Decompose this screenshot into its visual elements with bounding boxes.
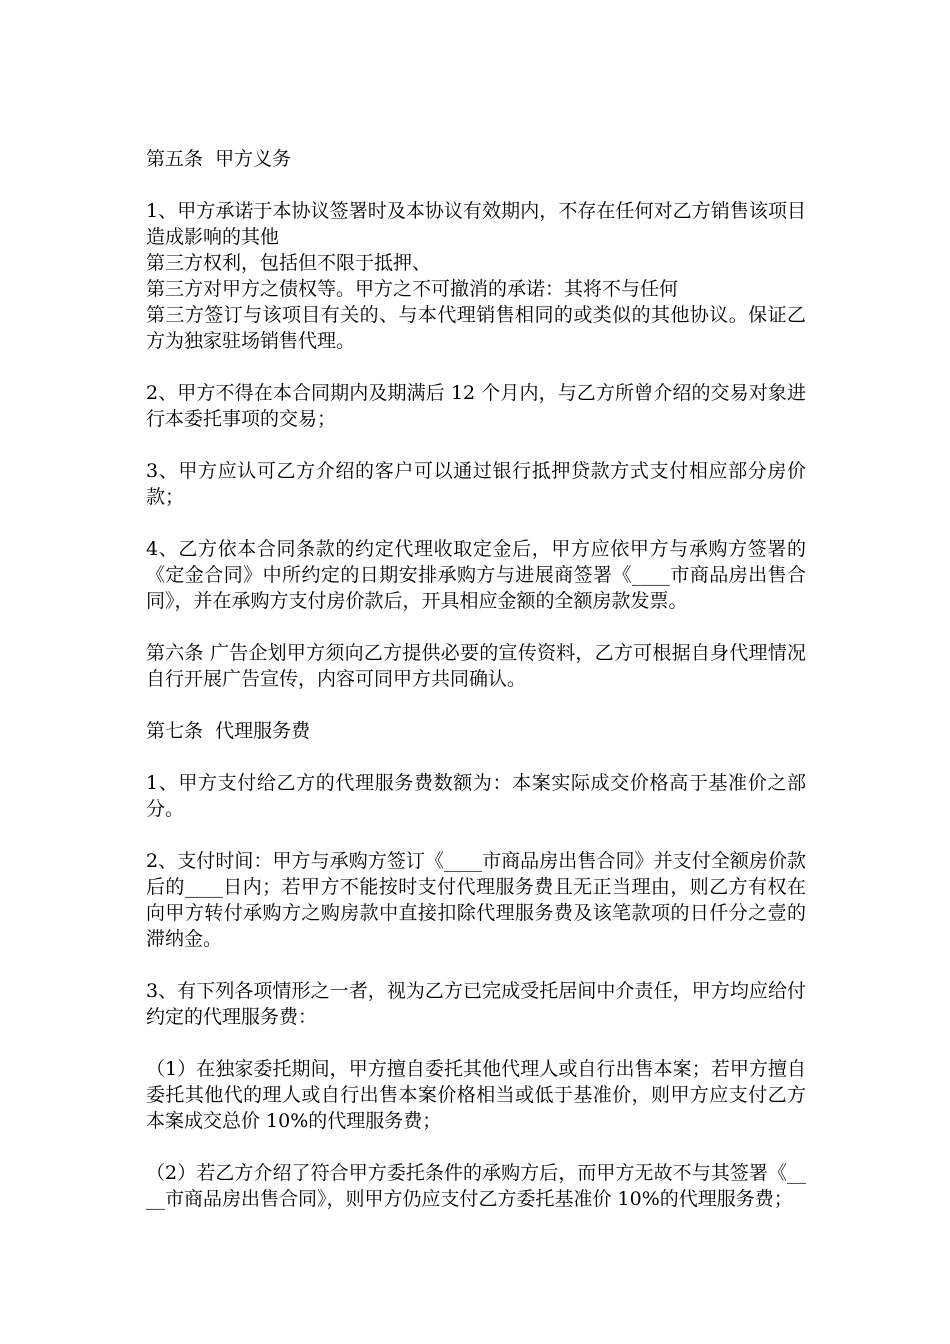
article7-item2: 2、支付时间：甲方与承购方签订《____市商品房出售合同》并支付全额房价款后的____日内；若甲方不能按时支付代理服务费且无正当理由，则乙方有权在向甲方转付承购方之购房款中直接扣除代理服务费及该笔款项的日仟分之壹的滞纳金。 (146, 850, 806, 950)
article7-sub2: （2）若乙方介绍了符合甲方委托条件的承购方后，而甲方无故不与其签署《____市商品房出售合同》，则甲方仍应支付乙方委托基准价 10%的代理服务费； (146, 1162, 806, 1210)
article5-item2: 2、甲方不得在本合同期内及期满后 12 个月内，与乙方所曾介绍的交易对象进行本委托事项的交易； (146, 382, 806, 430)
article7-item1: 1、甲方支付给乙方的代理服务费数额为：本案实际成交价格高于基准价之部分。 (146, 772, 806, 820)
article5-item1-line4: 第三方签订与该项目有关的、与本代理销售相同的或类似的其他协议。保证乙方为独家驻场销售代理。 (146, 304, 806, 352)
article7-heading: 第七条 代理服务费 (146, 720, 311, 742)
article5-item4: 4、乙方依本合同条款的约定代理收取定金后，甲方应依甲方与承购方签署的《定金合同》中所约定的日期安排承购方与进展商签署《____市商品房出售合同》，并在承购方支付房价款后，开具相应金额的全额房款发票。 (146, 538, 806, 612)
article5-item1-line1: 1、甲方承诺于本协议签署时及本协议有效期内，不存在任何对乙方销售该项目造成影响的其他 (146, 200, 806, 248)
article5-item1-line2: 第三方权利，包括但不限于抵押、 (146, 252, 432, 274)
document-body (146, 146, 806, 1238)
article5-item1-line3: 第三方对甲方之债权等。甲方之不可撤消的承诺：其将不与任何 (146, 278, 679, 300)
article5-heading: 第五条 甲方义务 (146, 148, 292, 170)
article6-text: 第六条 广告企划甲方须向乙方提供必要的宣传资料，乙方可根据自身代理情况自行开展广告宣传，内容可同甲方共同确认。 (146, 642, 806, 690)
article5-item3: 3、甲方应认可乙方介绍的客户可以通过银行抵押贷款方式支付相应部分房价款； (146, 460, 806, 508)
article7-item3: 3、有下列各项情形之一者，视为乙方已完成受托居间中介责任，甲方均应给付约定的代理服务费： (146, 980, 806, 1028)
article7-sub1: （1）在独家委托期间，甲方擅自委托其他代理人或自行出售本案；若甲方擅自委托其他代的理人或自行出售本案价格相当或低于基准价，则甲方应支付乙方本案成交总价 10%的代理服务费； (146, 1058, 806, 1132)
